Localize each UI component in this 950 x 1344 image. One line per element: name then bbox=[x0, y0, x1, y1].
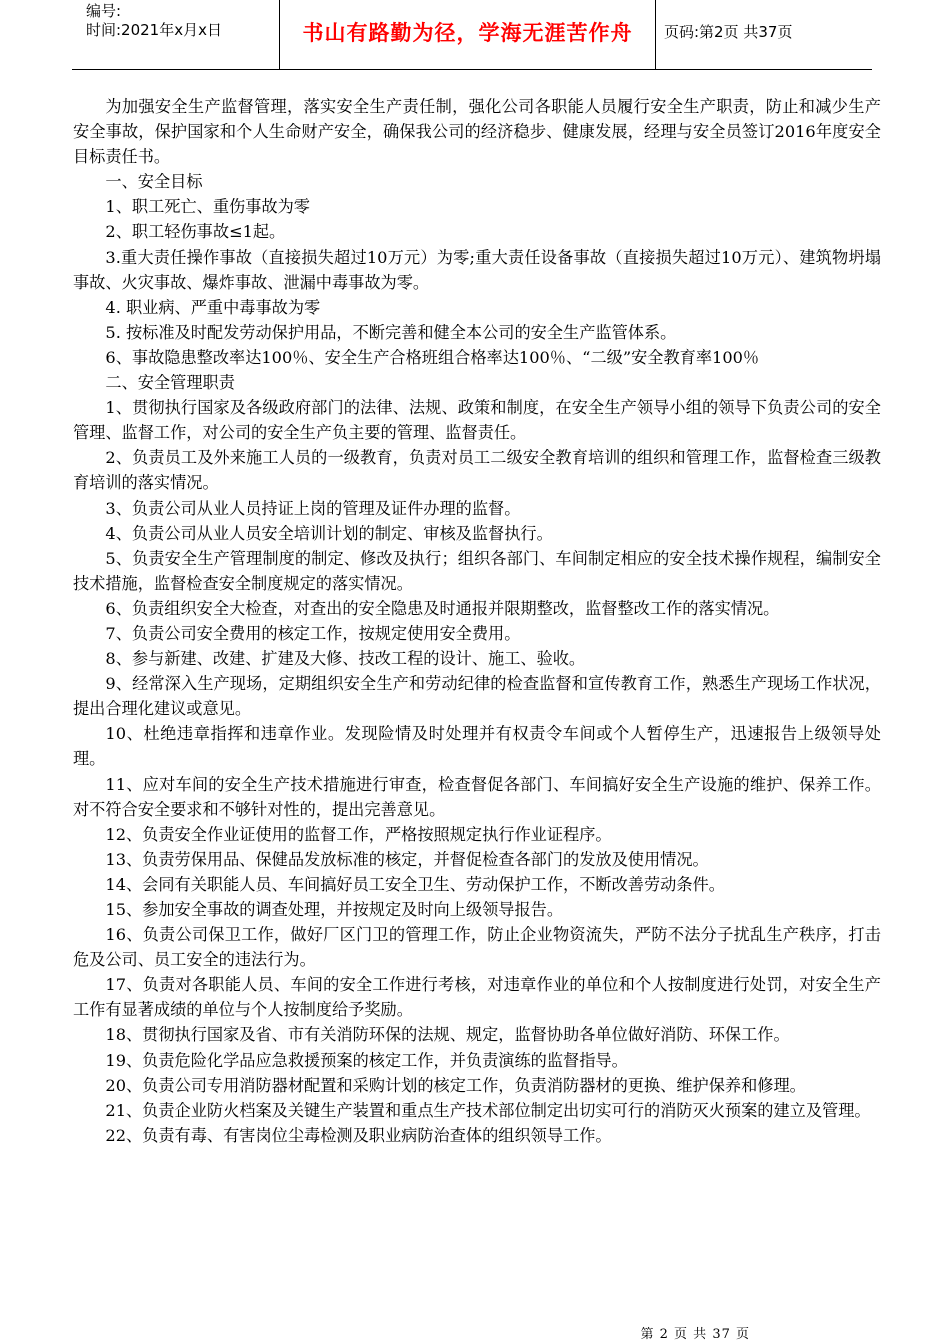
body-paragraph: 1、贯彻执行国家及各级政府部门的法律、法规、政策和制度，在安全生产领导小组的领导下负责公司的安全管理、监督工作，对公司的安全生产负主要的管理、监督责任。 bbox=[73, 398, 881, 443]
header-meta bbox=[72, 0, 280, 69]
body-paragraph: 8、参与新建、改建、扩建及大修、技改工程的设计、施工、验收。 bbox=[105, 649, 586, 669]
header-page-cell bbox=[656, 0, 872, 69]
body-paragraph: 21、负责企业防火档案及关键生产装置和重点生产技术部位制定出切实可行的消防灭火预案的建立及管理。 bbox=[105, 1100, 871, 1120]
body-paragraph: 3、负责公司从业人员持证上岗的管理及证件办理的监督。 bbox=[105, 498, 521, 518]
body-paragraph: 18、贯彻执行国家及省、市有关消防环保的法规、规定，监督协助各单位做好消防、环保工作。 bbox=[105, 1025, 790, 1045]
body-paragraph: 9、经常深入生产现场，定期组织安全生产和劳动纪律的检查监督和宣传教育工作，熟悉生产现场工作状况，提出合理化建议或意见。 bbox=[73, 674, 881, 719]
header-page-number: 页码:第2页 共37页 bbox=[664, 23, 793, 41]
body-paragraph: 19、负责危险化学品应急救援预案的核定工作，并负责演练的监督指导。 bbox=[105, 1050, 628, 1070]
body-paragraph: 12、负责安全作业证使用的监督工作，严格按照规定执行作业证程序。 bbox=[105, 824, 612, 844]
page-header bbox=[72, 0, 872, 70]
body-paragraph: 一、安全目标 bbox=[105, 172, 203, 192]
body-paragraph: 4、负责公司从业人员安全培训计划的制定、审核及监督执行。 bbox=[105, 523, 553, 543]
body-paragraph: 11、应对车间的安全生产技术措施进行审查，检查督促各部门、车间搞好安全生产设施的维护、保养工作。对不符合安全要求和不够针对性的，提出完善意见。 bbox=[73, 774, 881, 819]
body-paragraph: 15、参加安全事故的调查处理，并按规定及时向上级领导报告。 bbox=[105, 900, 564, 919]
page-footer bbox=[0, 1323, 950, 1342]
body-paragraph: 6、负责组织安全大检查，对查出的安全隐患及时通报并限期整改，监督整改工作的落实情况。 bbox=[105, 598, 780, 618]
body-paragraph: 2、职工轻伤事故≤1起。 bbox=[105, 222, 286, 242]
footer-page-number: 第 2 页 共 37 页 bbox=[640, 1327, 750, 1342]
document-body bbox=[73, 94, 881, 1148]
body-paragraph: 5、负责安全生产管理制度的制定、修改及执行；组织各部门、车间制定相应的安全技术操作规程，编制安全技术措施，监督检查安全制度规定的落实情况。 bbox=[73, 548, 881, 593]
body-paragraph: 22、负责有毒、有害岗位尘毒检测及职业病防治查体的组织领导工作。 bbox=[105, 1125, 612, 1145]
body-paragraph: 10、杜绝违章指挥和违章作业。发现险情及时处理并有权责令车间或个人暂停生产，迅速报告上级领导处理。 bbox=[73, 724, 881, 769]
body-paragraph: 7、负责公司安全费用的核定工作，按规定使用安全费用。 bbox=[105, 623, 521, 643]
body-paragraph: 3.重大责任操作事故（直接损失超过10万元）为零;重大责任设备事故（直接损失超过10万元）、建筑物坍塌事故、火灾事故、爆炸事故、泄漏中毒事故为零。 bbox=[73, 247, 881, 292]
header-motto: 书山有路勤为径，学海无涯苦作舟 bbox=[302, 20, 633, 45]
body-paragraph: 为加强安全生产监督管理，落实安全生产责任制，强化公司各职能人员履行安全生产职责，防止和减少生产安全事故，保护国家和个人生命财产安全，确保我公司的经济稳步、健康发展，经理与安全员签订2016年度安全目标责任书。 bbox=[73, 97, 881, 167]
body-paragraph: 4. 职业病、严重中毒事故为零 bbox=[105, 297, 321, 317]
body-paragraph: 16、负责公司保卫工作，做好厂区门卫的管理工作，防止企业物资流失，严防不法分子扰乱生产秩序，打击危及公司、员工安全的违法行为。 bbox=[73, 925, 881, 970]
body-paragraph: 1、职工死亡、重伤事故为零 bbox=[105, 197, 310, 217]
document-number-label: 编号: bbox=[86, 2, 122, 20]
body-paragraph: 2、负责员工及外来施工人员的一级教育，负责对员工二级安全教育培训的组织和管理工作，监督检查三级教育培训的落实情况。 bbox=[73, 448, 881, 493]
document-date-label: 时间:2021年x月x日 bbox=[86, 21, 222, 39]
body-paragraph: 二、安全管理职责 bbox=[105, 373, 235, 393]
body-paragraph: 6、事故隐患整改率达100％、安全生产合格班组合格率达100％、“二级”安全教育率100％ bbox=[105, 347, 760, 367]
header-motto-cell bbox=[280, 0, 656, 69]
body-paragraph: 13、负责劳保用品、保健品发放标准的核定，并督促检查各部门的发放及使用情况。 bbox=[105, 849, 709, 869]
body-paragraph: 20、负责公司专用消防器材配置和采购计划的核定工作，负责消防器材的更换、维护保养和修理。 bbox=[105, 1075, 806, 1095]
body-paragraph: 17、负责对各职能人员、车间的安全工作进行考核，对违章作业的单位和个人按制度进行处罚，对安全生产工作有显著成绩的单位与个人按制度给予奖励。 bbox=[73, 975, 881, 1020]
body-paragraph: 14、会同有关职能人员、车间搞好员工安全卫生、劳动保护工作，不断改善劳动条件。 bbox=[105, 874, 725, 894]
body-paragraph: 5. 按标准及时配发劳动保护用品，不断完善和健全本公司的安全生产监管体系。 bbox=[105, 322, 677, 342]
